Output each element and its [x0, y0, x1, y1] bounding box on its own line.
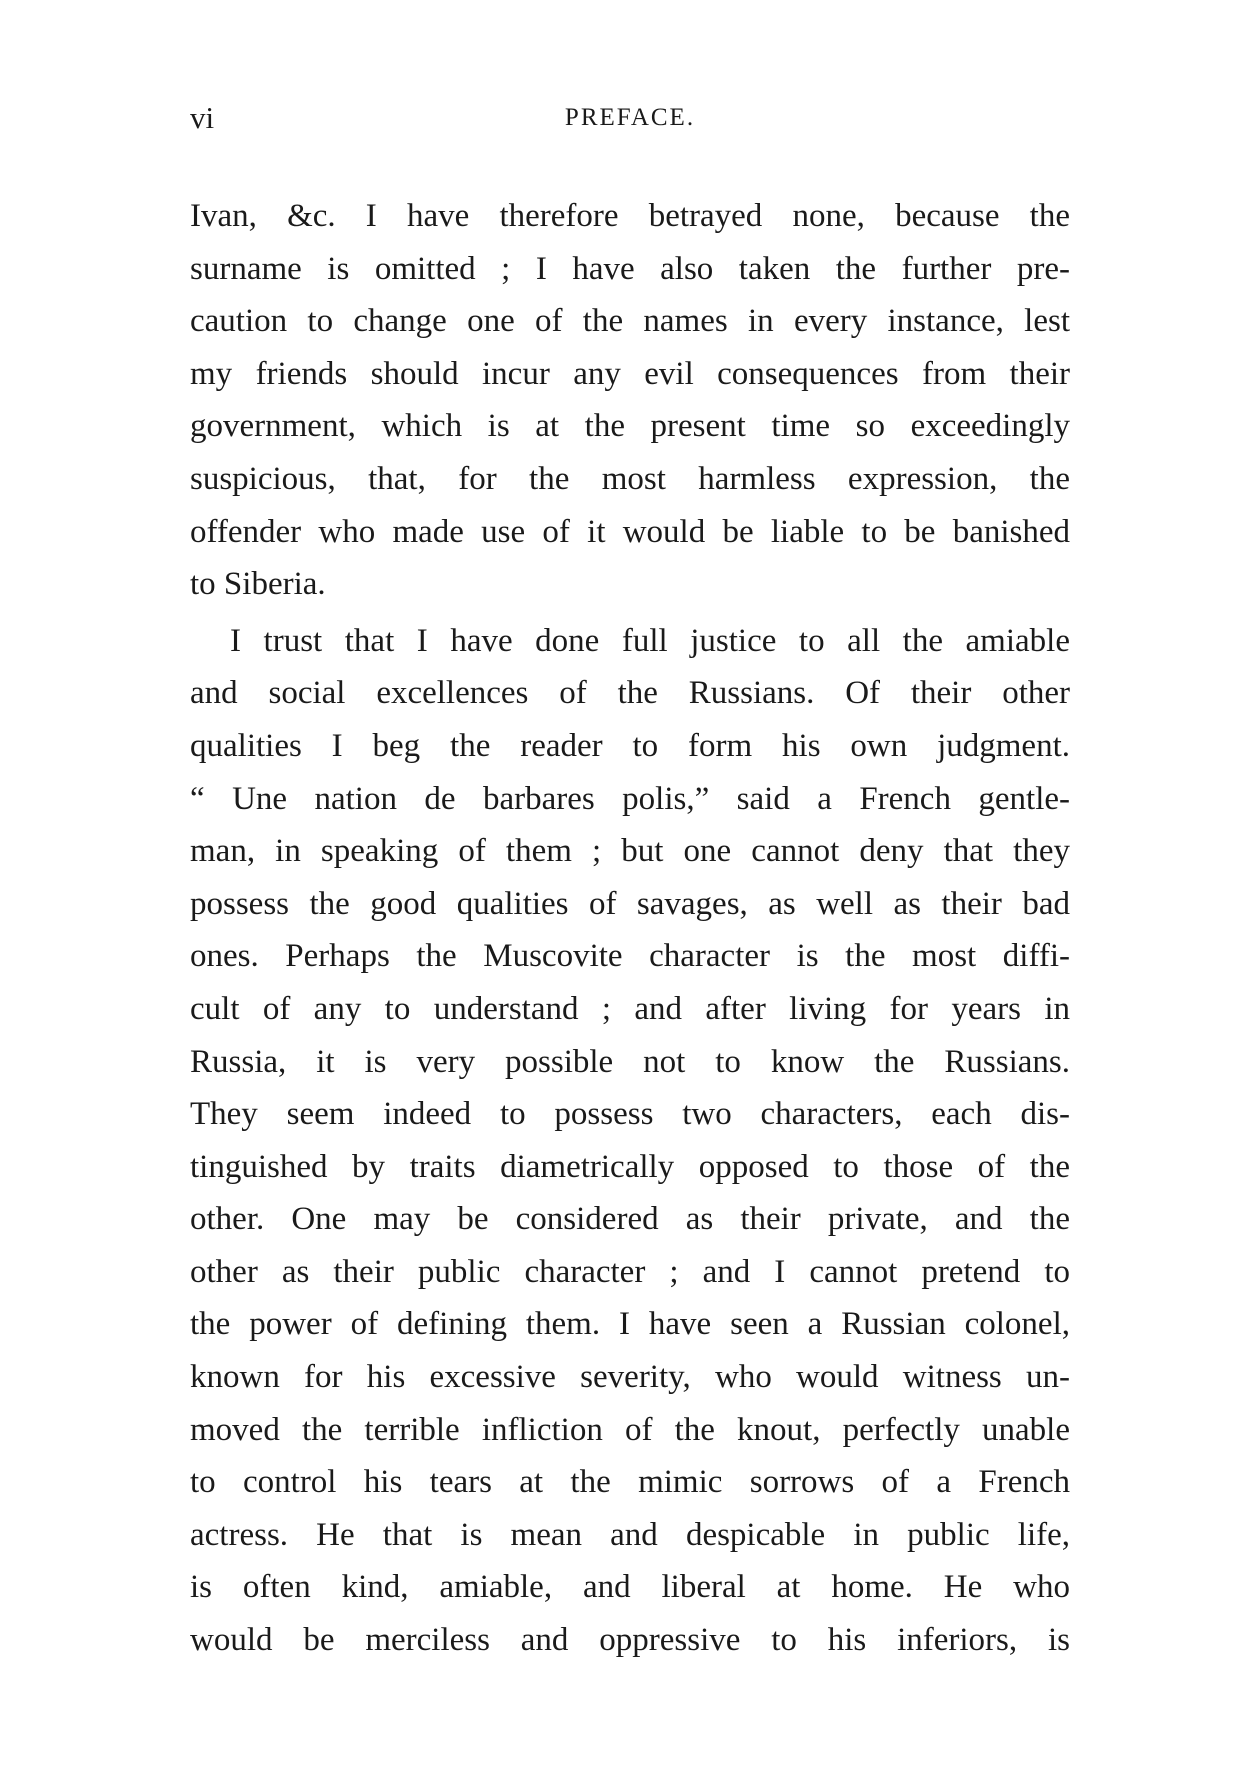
text-line: actress. He that is mean and despicable in public life,	[190, 1516, 1070, 1553]
text-line: Russia, it is very possible not to know the Russians.	[190, 1043, 1070, 1080]
text-line: offender who made use of it would be liable to be banished	[190, 513, 1070, 550]
text-line: man, in speaking of them ; but one cannot deny that they	[190, 833, 1070, 870]
text-line: suspicious, that, for the most harmless expression, the	[190, 460, 1070, 497]
text-line: “ Une nation de barbares polis,” said a French gentle-	[190, 780, 1070, 817]
text-line: tinguished by traits diametrically opposed to those of the	[190, 1148, 1070, 1185]
page-number: vi	[190, 100, 215, 135]
paragraph	[190, 190, 1070, 611]
body-text	[190, 190, 1070, 1667]
text-line: cult of any to understand ; and after living for years in	[190, 990, 1070, 1027]
text-line: the power of defining them. I have seen a Russian colonel,	[190, 1306, 1070, 1343]
page-header	[190, 100, 1070, 140]
text-line: and social excellences of the Russians. Of their other	[190, 675, 1070, 712]
text-line: qualities I beg the reader to form his own judgment.	[190, 727, 1070, 764]
text-line: other. One may be considered as their private, and the	[190, 1201, 1070, 1238]
paragraph	[190, 615, 1070, 1667]
text-line: I trust that I have done full justice to all the amiable	[230, 622, 1070, 659]
text-line: would be merciless and oppressive to his inferiors, is	[190, 1622, 1070, 1659]
text-line: my friends should incur any evil consequences from their	[190, 355, 1070, 392]
text-line: other as their public character ; and I cannot pretend to	[190, 1253, 1070, 1290]
text-line: is often kind, amiable, and liberal at home. He who	[190, 1569, 1070, 1606]
text-line: known for his excessive severity, who would witness un-	[190, 1359, 1070, 1396]
running-head: PREFACE.	[564, 104, 696, 131]
text-line: moved the terrible infliction of the knout, perfectly unable	[190, 1411, 1070, 1448]
text-line: They seem indeed to possess two characters, each dis-	[190, 1096, 1070, 1133]
text-line: Ivan, &c. I have therefore betrayed none, because the	[190, 198, 1070, 234]
text-line: to control his tears at the mimic sorrows of a French	[190, 1464, 1070, 1501]
text-line: ones. Perhaps the Muscovite character is the most diffi-	[190, 938, 1070, 975]
text-line: government, which is at the present time so exceedingly	[190, 408, 1070, 445]
text-line: surname is omitted ; I have also taken the further pre-	[190, 250, 1070, 287]
text-line: possess the good qualities of savages, as well as their bad	[190, 885, 1070, 922]
text-line: to Siberia.	[190, 566, 326, 603]
text-line: caution to change one of the names in every instance, lest	[190, 303, 1070, 340]
